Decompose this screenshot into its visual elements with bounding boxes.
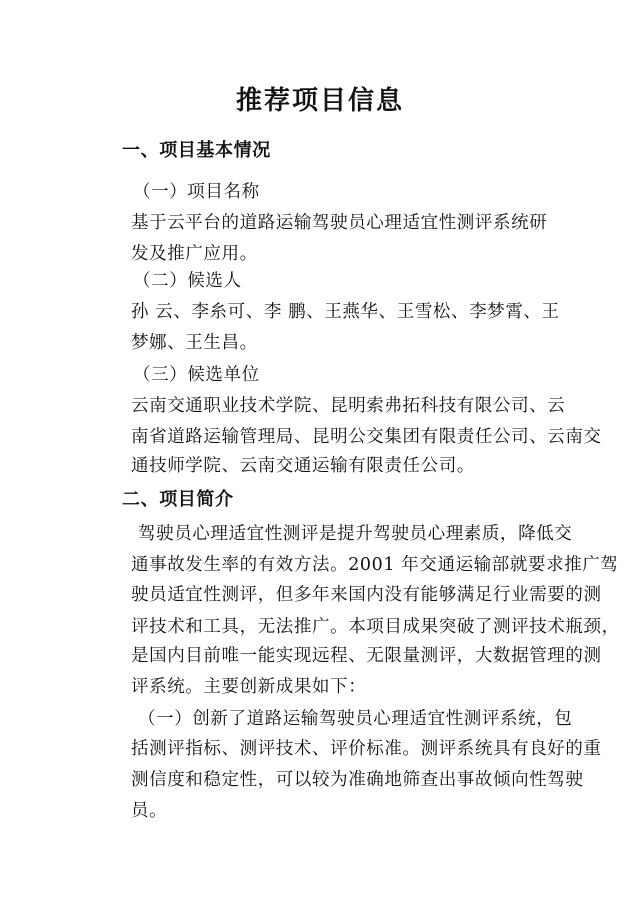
text-line: 驶员适宜性测评，但多年来国内没有能够满足行业需要的测: [131, 585, 602, 605]
text-line: 评系统。主要创新成果如下：: [131, 677, 367, 697]
text-line: 评技术和工具，无法推广。本项目成果突破了测评技术瓶颈，: [131, 617, 620, 637]
text-line: 员。: [131, 801, 168, 821]
text-line: 通事故发生率的有效方法。2001 年交通运输部就要求推广驾: [131, 555, 619, 575]
subheading-project-name: （一）项目名称: [133, 182, 260, 202]
text-line: 南省道路运输管理局、昆明公交集团有限责任公司、云南交: [131, 427, 602, 447]
text-line: 是国内目前唯一能实现远程、无限量测评，大数据管理的测: [131, 646, 602, 666]
text-line: 驾驶员心理适宜性测评是提升驾驶员心理素质，降低交: [138, 524, 573, 544]
page-title: 推荐项目信息: [235, 86, 404, 116]
text-line: 通技师学院、云南交通运输有限责任公司。: [131, 456, 475, 476]
text-line: 测信度和稳定性，可以较为准确地筛查出事故倾向性驾驶: [131, 770, 584, 790]
text-line: 云南交通职业技术学院、昆明索弗拓科技有限公司、云: [131, 396, 566, 416]
text-line: 发及推广应用。: [131, 244, 258, 264]
subheading-candidate-units: （三）候选单位: [133, 365, 260, 385]
text-line: 孙 云、李糸可、李 鹏、王燕华、王雪松、李梦霄、王: [131, 302, 560, 322]
text-line: 基于云平台的道路运输驾驶员心理适宜性测评系统研: [131, 213, 548, 233]
section-heading-basic-info: 一、项目基本情况: [122, 140, 271, 161]
text-line: （一）创新了道路运输驾驶员心理适宜性测评系统，包: [138, 709, 573, 729]
text-line: 括测评指标、测评技术、评价标准。测评系统具有良好的重: [131, 739, 602, 759]
section-heading-project-intro: 二、项目简介: [122, 489, 234, 510]
subheading-candidates: （二）候选人: [133, 271, 242, 291]
text-line: 梦娜、王生昌。: [131, 333, 258, 353]
